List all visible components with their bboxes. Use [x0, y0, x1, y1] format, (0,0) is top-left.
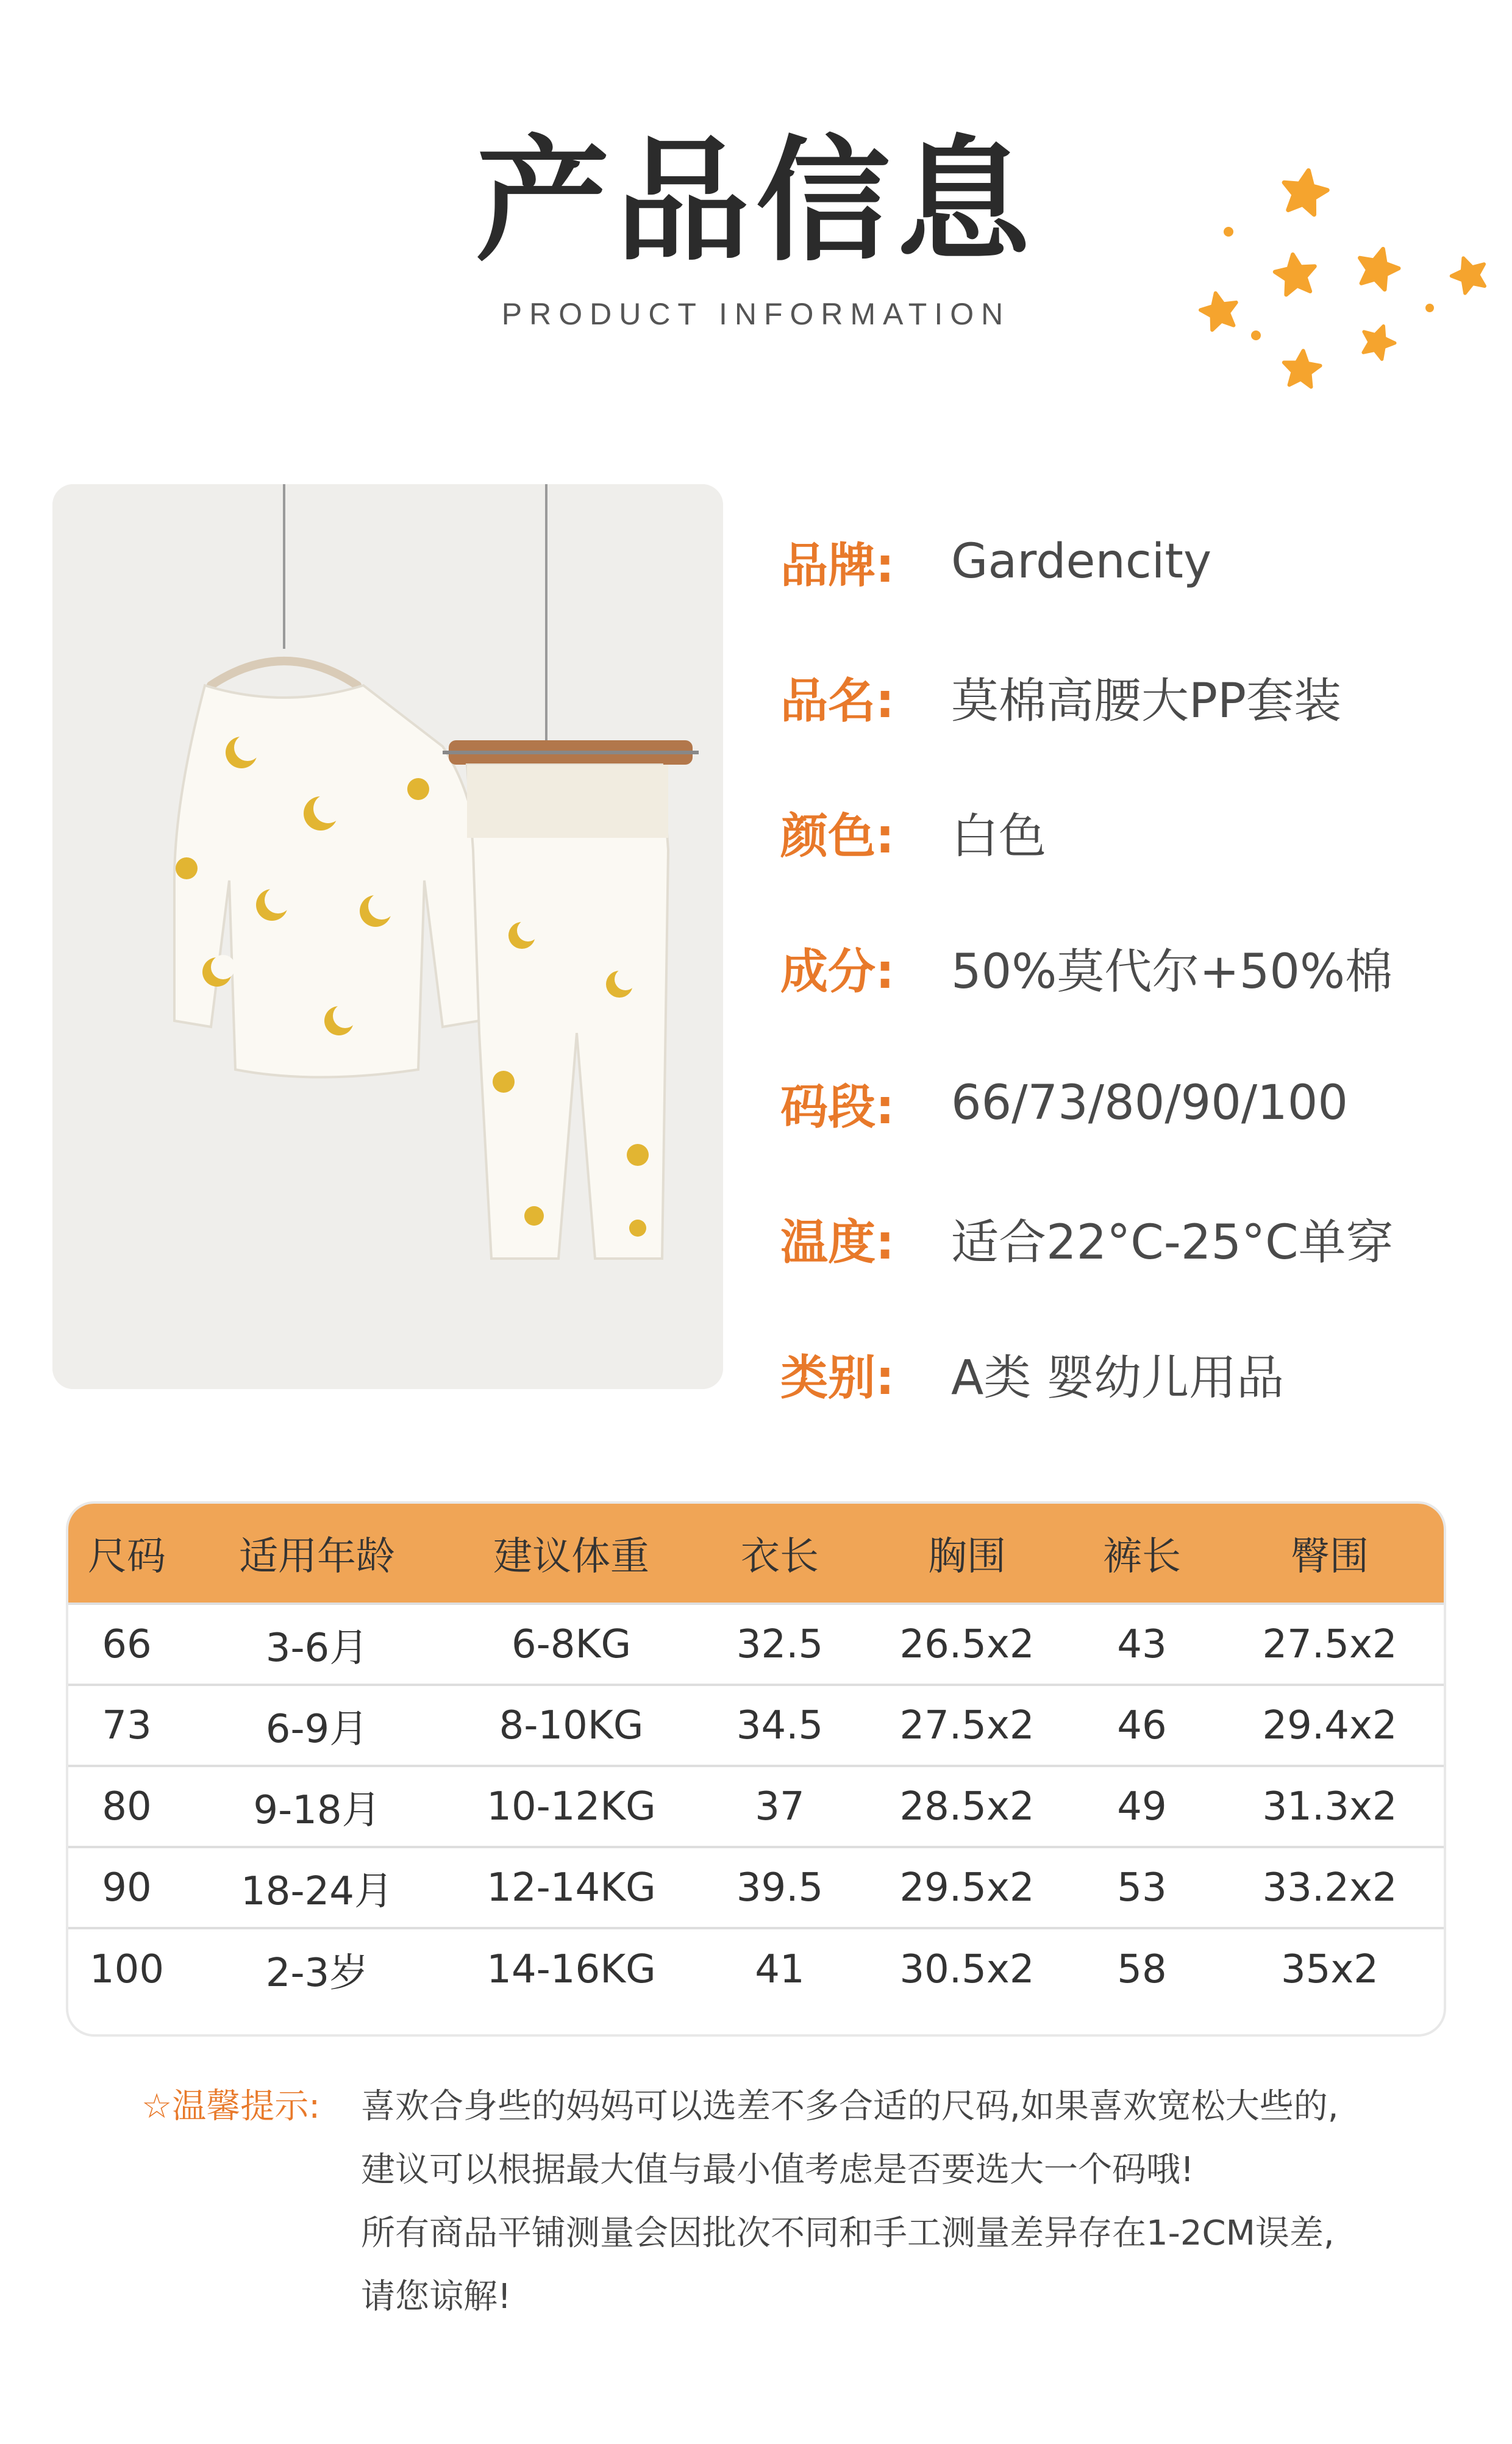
table-cell: 33.2x2: [1262, 1865, 1397, 1910]
spec-row-temperature: [780, 1171, 1482, 1306]
table-cell: 28.5x2: [899, 1784, 1035, 1829]
table-cell: 10-12KG: [487, 1784, 656, 1829]
table-cell: 43: [1117, 1621, 1167, 1667]
table-row: [68, 1766, 1444, 1847]
table-cell: 14-16KG: [487, 1946, 656, 1992]
table-cell: 90: [102, 1865, 152, 1910]
spec-value: Gardencity: [951, 534, 1212, 589]
table-cell: 66: [102, 1621, 152, 1667]
product-photo: [52, 484, 723, 1389]
notes-line: 建议可以根据最大值与最小值考虑是否要选大一个码哦!: [361, 2150, 1194, 2190]
table-cell: 35x2: [1280, 1946, 1379, 1992]
column-header: 裤长: [1103, 1534, 1181, 1579]
table-cell: 31.3x2: [1262, 1784, 1397, 1829]
table-cell: 49: [1117, 1784, 1167, 1829]
table-cell: 29.5x2: [899, 1865, 1035, 1910]
table-cell: 100: [89, 1946, 165, 1992]
table-cell: 32.5: [736, 1621, 824, 1667]
spec-row-material: [780, 900, 1482, 1035]
table-cell: 9-18月: [253, 1787, 381, 1833]
spec-row-brand: [780, 494, 1482, 629]
spec-row-sizes: [780, 1035, 1482, 1171]
table-cell: 39.5: [736, 1865, 824, 1910]
spec-value: 适合22°C-25°C单穿: [951, 1215, 1394, 1270]
table-cell: 3-6月: [265, 1625, 369, 1671]
spec-list: [780, 494, 1482, 1442]
column-header: 建议体重: [493, 1534, 649, 1579]
table-cell: 46: [1117, 1703, 1167, 1748]
spec-value: 50%莫代尔+50%棉: [951, 945, 1393, 999]
table-cell: 30.5x2: [899, 1946, 1035, 1992]
column-header: 臀围: [1291, 1534, 1369, 1579]
column-header: 适用年龄: [239, 1534, 395, 1579]
table-cell: 80: [102, 1784, 152, 1829]
spec-row-category: [780, 1306, 1482, 1442]
table-cell: 6-8KG: [511, 1621, 632, 1667]
spec-label: 码段:: [780, 1080, 895, 1135]
table-cell: 37: [755, 1784, 805, 1829]
page-title: 产品信息: [475, 123, 1036, 279]
spec-label: 温度:: [780, 1215, 895, 1270]
notes-label: ☆温馨提示:: [141, 2087, 321, 2126]
table-row: [68, 1847, 1444, 1928]
table-cell: 6-9月: [265, 1706, 369, 1752]
size-table: [66, 1501, 1446, 2037]
table-cell: 58: [1117, 1946, 1167, 1992]
spec-label: 成分:: [780, 945, 895, 999]
table-cell: 8-10KG: [499, 1703, 644, 1748]
spec-label: 品名:: [780, 674, 895, 729]
table-cell: 73: [102, 1703, 152, 1748]
table-cell: 27.5x2: [1262, 1621, 1397, 1667]
table-cell: 34.5: [736, 1703, 824, 1748]
spec-row-color: [780, 765, 1482, 900]
spec-row-product-name: [780, 629, 1482, 765]
page-subtitle: PRODUCT INFORMATION: [501, 297, 1011, 331]
notes-line: 请您谅解!: [361, 2277, 512, 2317]
table-cell: 53: [1117, 1865, 1167, 1910]
table-cell: 12-14KG: [487, 1865, 656, 1910]
table-cell: 18-24月: [241, 1868, 393, 1914]
spec-value: 莫棉高腰大PP套装: [951, 674, 1342, 729]
spec-value: 白色: [951, 809, 1047, 864]
table-cell: 26.5x2: [899, 1621, 1035, 1667]
spec-label: 颜色:: [780, 809, 895, 864]
column-header: 胸围: [928, 1534, 1006, 1579]
spec-label: 品牌:: [780, 538, 895, 593]
table-cell: 29.4x2: [1262, 1703, 1397, 1748]
notes-line: 所有商品平铺测量会因批次不同和手工测量差异存在1-2CM误差,: [361, 2214, 1335, 2253]
table-row: [68, 1604, 1444, 1685]
spec-label: 类别:: [780, 1351, 895, 1406]
column-header: 尺码: [88, 1534, 166, 1579]
table-header-row: [68, 1504, 1444, 1604]
table-row: [68, 1928, 1444, 2009]
spec-value: A类 婴幼儿用品: [951, 1351, 1285, 1406]
notes-line: 喜欢合身些的妈妈可以选差不多合适的尺码,如果喜欢宽松大些的,: [361, 2087, 1339, 2126]
table-cell: 41: [755, 1946, 805, 1992]
decorative-stars-icon: [1189, 159, 1506, 402]
spec-value: 66/73/80/90/100: [951, 1076, 1349, 1131]
table-row: [68, 1685, 1444, 1766]
table-cell: 27.5x2: [899, 1703, 1035, 1748]
table-cell: 2-3岁: [265, 1950, 369, 1996]
column-header: 衣长: [741, 1534, 819, 1579]
